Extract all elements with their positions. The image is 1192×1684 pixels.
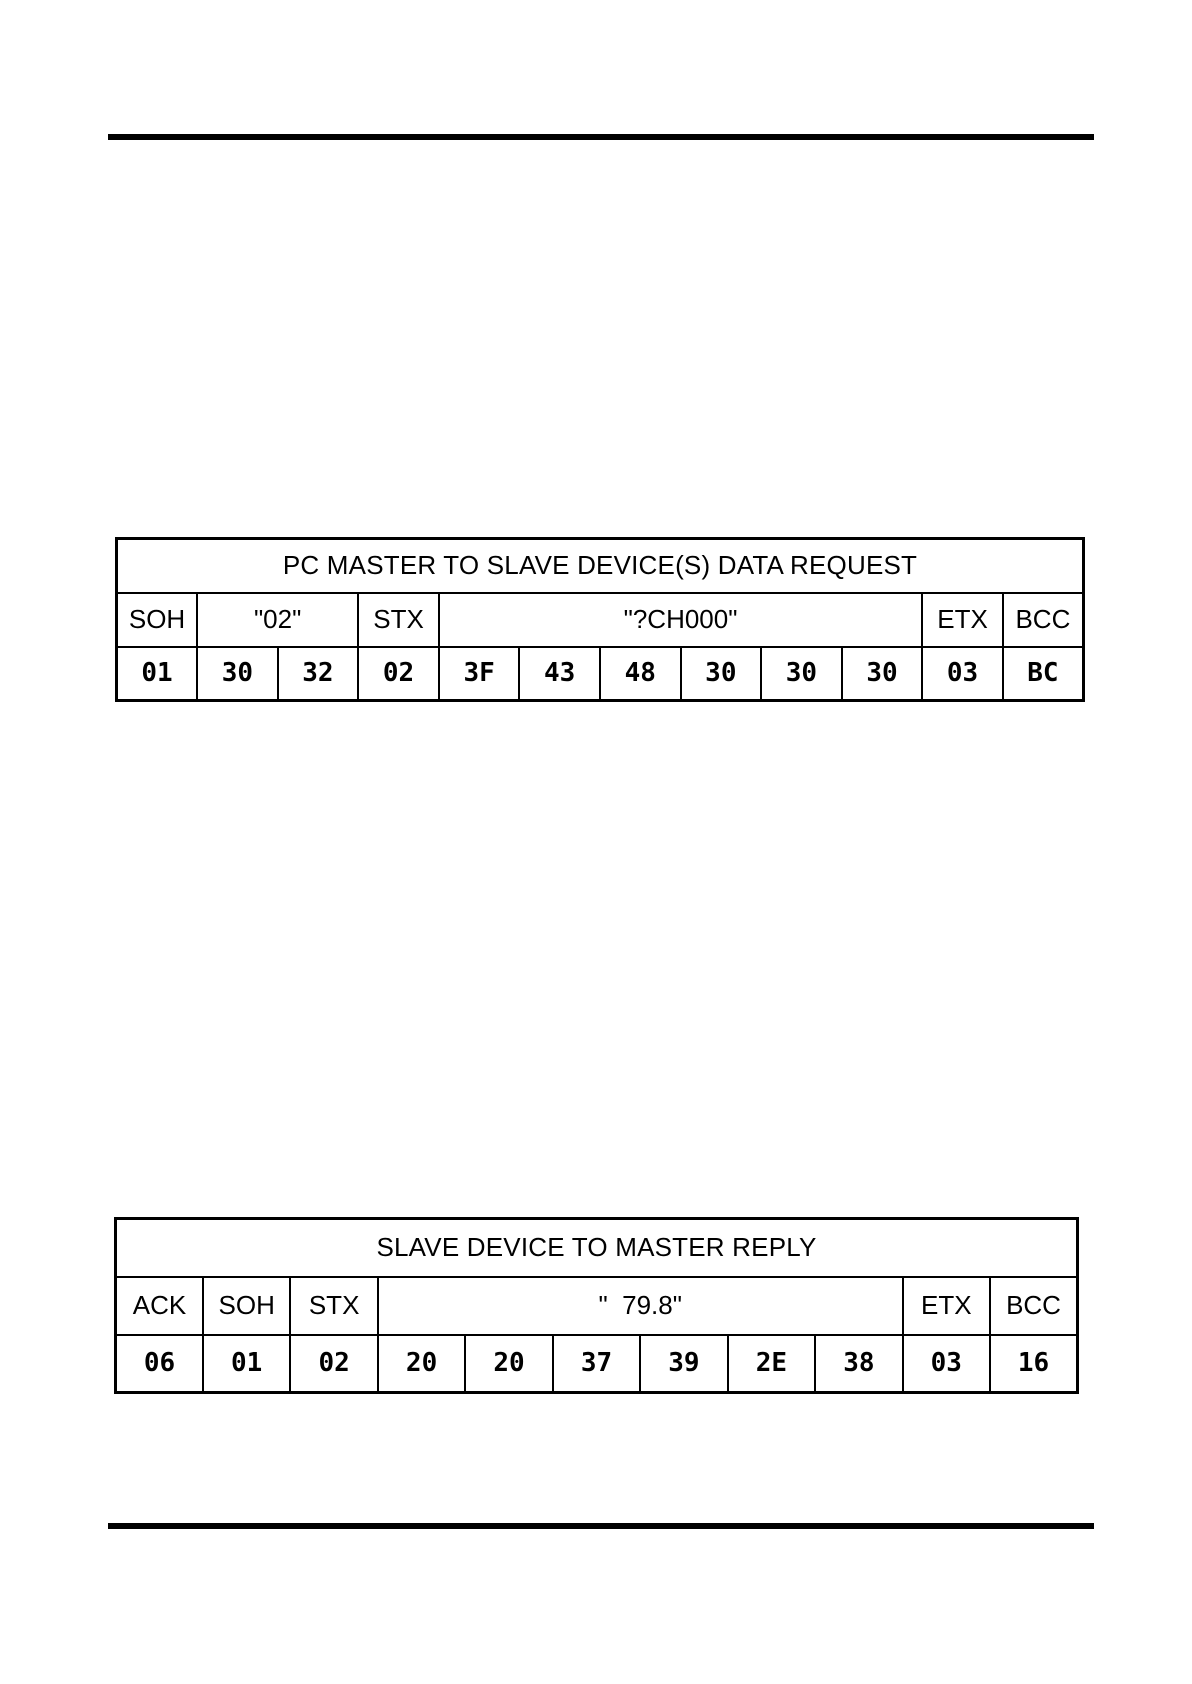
reply-title-row — [116, 1219, 1078, 1277]
reply-label-etx: ETX — [903, 1277, 990, 1335]
request-label-bcc: BCC — [1003, 593, 1084, 647]
reply-byte: 02 — [290, 1335, 377, 1393]
reply-byte: 39 — [640, 1335, 727, 1393]
reply-frame-table — [114, 1217, 1079, 1394]
request-byte: 30 — [197, 647, 278, 701]
reply-label-row — [116, 1277, 1078, 1335]
reply-byte: 37 — [553, 1335, 640, 1393]
request-byte: 32 — [278, 647, 359, 701]
reply-byte: 38 — [815, 1335, 902, 1393]
reply-label-soh: SOH — [203, 1277, 290, 1335]
request-label-address: "02" — [197, 593, 358, 647]
request-label-soh: SOH — [117, 593, 198, 647]
reply-byte: 01 — [203, 1335, 290, 1393]
request-label-etx: ETX — [922, 593, 1003, 647]
request-byte: 48 — [600, 647, 681, 701]
request-label-command: "?CH000" — [439, 593, 922, 647]
reply-byte: 20 — [465, 1335, 552, 1393]
bottom-rule — [108, 1523, 1094, 1529]
request-byte: 43 — [519, 647, 600, 701]
request-label-row — [117, 593, 1084, 647]
reply-byte-row — [116, 1335, 1078, 1393]
reply-byte: 16 — [990, 1335, 1077, 1393]
request-byte: 03 — [922, 647, 1003, 701]
reply-label-stx: STX — [290, 1277, 377, 1335]
reply-label-bcc: BCC — [990, 1277, 1077, 1335]
request-byte: BC — [1003, 647, 1084, 701]
request-title: PC MASTER TO SLAVE DEVICE(S) DATA REQUEST — [117, 539, 1084, 593]
request-title-row — [117, 539, 1084, 593]
request-byte: 01 — [117, 647, 198, 701]
reply-byte: 06 — [116, 1335, 203, 1393]
request-label-stx: STX — [358, 593, 439, 647]
reply-title: SLAVE DEVICE TO MASTER REPLY — [116, 1219, 1078, 1277]
request-byte: 02 — [358, 647, 439, 701]
request-byte: 30 — [842, 647, 923, 701]
request-byte: 3F — [439, 647, 520, 701]
request-frame-table — [115, 537, 1085, 702]
top-rule — [108, 134, 1094, 140]
request-byte-row — [117, 647, 1084, 701]
reply-label-value: " 79.8" — [378, 1277, 903, 1335]
reply-label-ack: ACK — [116, 1277, 203, 1335]
reply-byte: 2E — [728, 1335, 815, 1393]
request-byte: 30 — [761, 647, 842, 701]
reply-byte: 03 — [903, 1335, 990, 1393]
request-byte: 30 — [681, 647, 762, 701]
reply-byte: 20 — [378, 1335, 465, 1393]
